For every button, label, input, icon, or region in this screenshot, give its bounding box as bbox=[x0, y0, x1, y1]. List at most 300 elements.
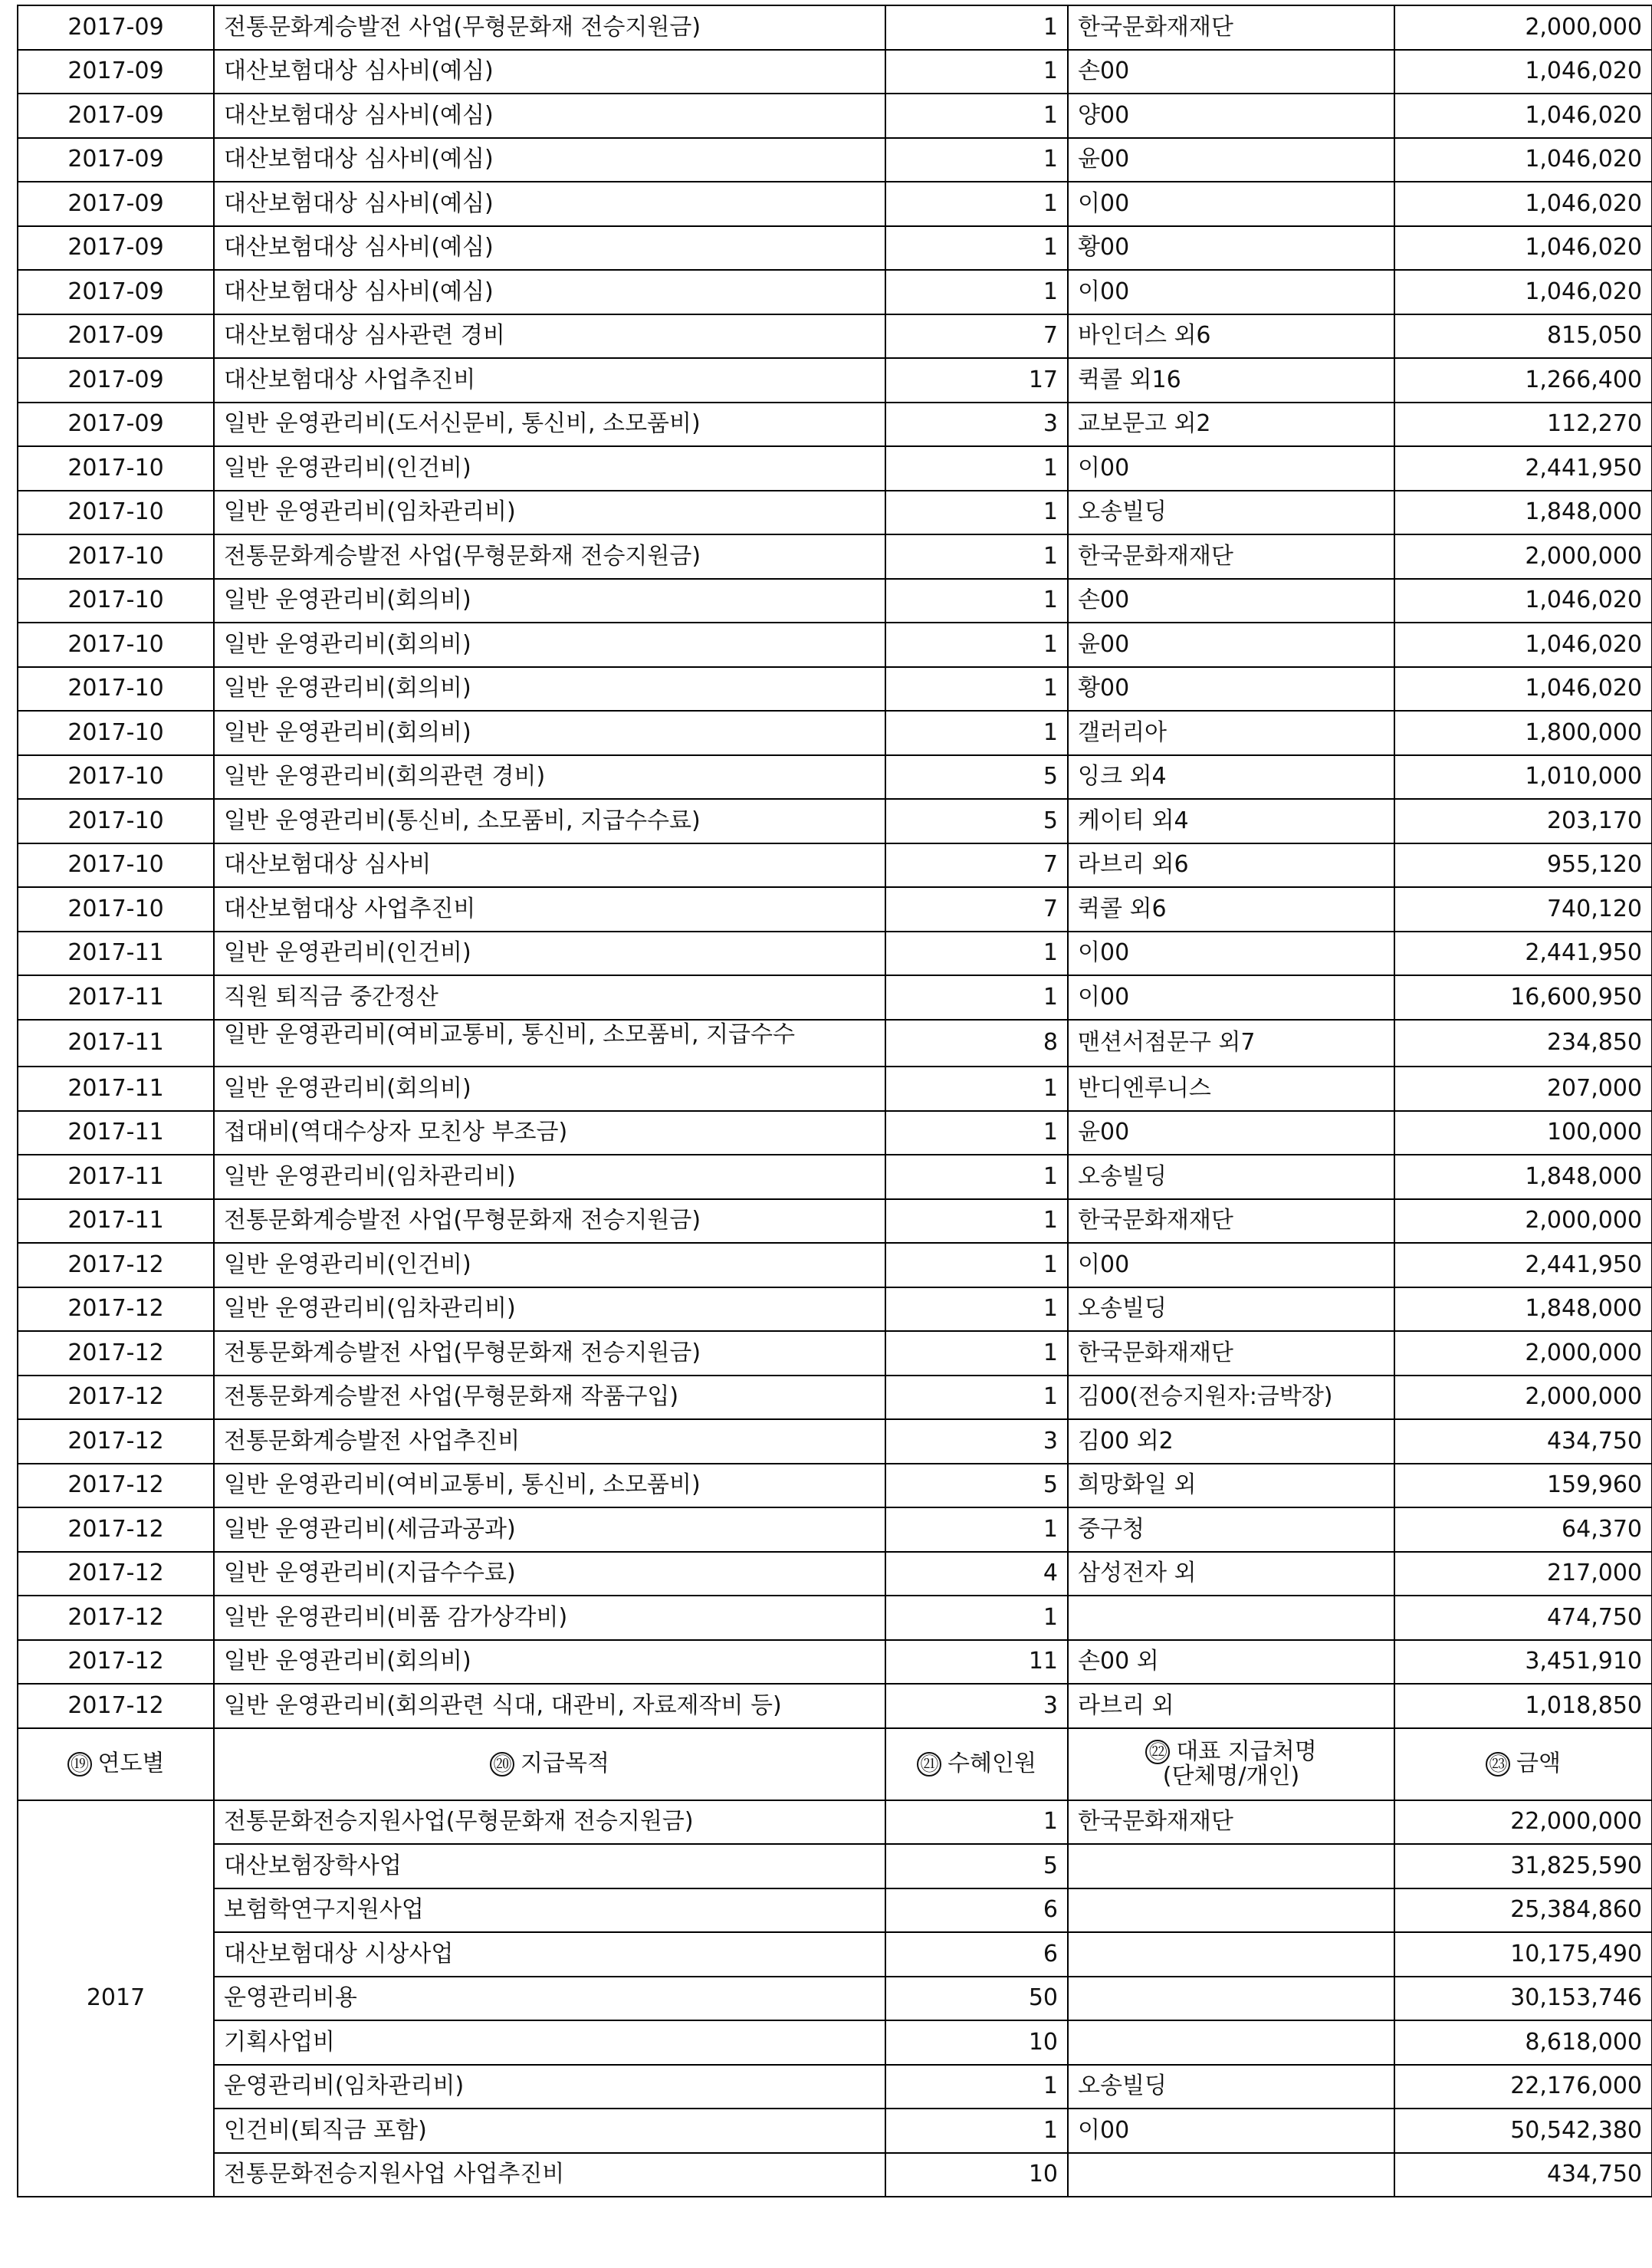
purpose-cell: 일반 운영관리비(지급수수료) bbox=[214, 1552, 885, 1596]
recipient-cell: 이00 bbox=[1068, 182, 1394, 226]
count-cell: 1 bbox=[885, 270, 1068, 314]
amount-cell: 1,046,020 bbox=[1394, 182, 1652, 226]
purpose-cell: 일반 운영관리비(임차관리비) bbox=[214, 1155, 885, 1199]
amount-cell: 159,960 bbox=[1394, 1464, 1652, 1508]
count-cell: 1 bbox=[885, 1507, 1068, 1552]
summary-year-cell: 2017 bbox=[18, 1800, 214, 2197]
date-cell: 2017-09 bbox=[18, 270, 214, 314]
recipient-cell: 오송빌딩 bbox=[1068, 491, 1394, 535]
recipient-cell: 잉크 외4 bbox=[1068, 755, 1394, 800]
amount-cell: 434,750 bbox=[1394, 1419, 1652, 1464]
table-row bbox=[18, 623, 1652, 667]
amount-cell: 31,825,590 bbox=[1394, 1844, 1652, 1888]
recipient-cell: 양00 bbox=[1068, 94, 1394, 138]
count-cell: 1 bbox=[885, 1376, 1068, 1420]
amount-cell: 1,046,020 bbox=[1394, 50, 1652, 94]
table-row bbox=[18, 1111, 1652, 1155]
purpose-cell: 일반 운영관리비(회의비) bbox=[214, 711, 885, 755]
table-row bbox=[18, 1199, 1652, 1244]
recipient-cell: 한국문화재재단 bbox=[1068, 1800, 1394, 1845]
purpose-cell: 대산보험대상 사업추진비 bbox=[214, 887, 885, 932]
purpose-cell: 운영관리비용 bbox=[214, 1977, 885, 2021]
date-cell: 2017-11 bbox=[18, 1155, 214, 1199]
circled-number: ㉓ bbox=[1486, 1752, 1510, 1777]
recipient-cell: 교보문고 외2 bbox=[1068, 403, 1394, 447]
date-cell: 2017-09 bbox=[18, 5, 214, 50]
count-cell: 3 bbox=[885, 1419, 1068, 1464]
table-row bbox=[18, 94, 1652, 138]
purpose-cell: 일반 운영관리비(회의비) bbox=[214, 623, 885, 667]
amount-cell: 100,000 bbox=[1394, 1111, 1652, 1155]
table-row bbox=[18, 1020, 1652, 1067]
recipient-cell: 이00 bbox=[1068, 1243, 1394, 1287]
amount-cell: 1,046,020 bbox=[1394, 138, 1652, 182]
count-cell: 1 bbox=[885, 491, 1068, 535]
circled-number: ㉒ bbox=[1145, 1740, 1170, 1764]
count-cell: 1 bbox=[885, 1287, 1068, 1332]
count-cell: 1 bbox=[885, 1067, 1068, 1111]
count-cell: 5 bbox=[885, 799, 1068, 843]
amount-cell: 2,441,950 bbox=[1394, 1243, 1652, 1287]
circled-number: ⑲ bbox=[67, 1752, 92, 1777]
recipient-cell bbox=[1068, 1596, 1394, 1640]
recipient-cell: 이00 bbox=[1068, 932, 1394, 976]
purpose-cell: 대산보험대상 심사비(예심) bbox=[214, 182, 885, 226]
purpose-cell: 일반 운영관리비(세금과공과) bbox=[214, 1507, 885, 1552]
amount-cell: 2,000,000 bbox=[1394, 1331, 1652, 1376]
amount-cell: 1,848,000 bbox=[1394, 1155, 1652, 1199]
recipient-cell bbox=[1068, 1932, 1394, 1977]
purpose-cell: 전통문화계승발전 사업(무형문화재 전승지원금) bbox=[214, 1331, 885, 1376]
recipient-cell: 라브리 외 bbox=[1068, 1684, 1394, 1728]
date-cell: 2017-11 bbox=[18, 1020, 214, 1067]
date-cell: 2017-10 bbox=[18, 623, 214, 667]
count-cell: 1 bbox=[885, 226, 1068, 271]
amount-cell: 2,000,000 bbox=[1394, 1376, 1652, 1420]
purpose-cell: 전통문화계승발전 사업(무형문화재 전승지원금) bbox=[214, 1199, 885, 1244]
table-row bbox=[18, 1376, 1652, 1420]
recipient-cell: 이00 bbox=[1068, 975, 1394, 1020]
header-purpose bbox=[214, 1728, 885, 1800]
recipient-cell: 손00 외 bbox=[1068, 1640, 1394, 1685]
date-cell: 2017-12 bbox=[18, 1552, 214, 1596]
purpose-cell: 보험학연구지원사업 bbox=[214, 1888, 885, 1933]
date-cell: 2017-10 bbox=[18, 446, 214, 491]
count-cell: 1 bbox=[885, 2065, 1068, 2109]
amount-cell: 1,046,020 bbox=[1394, 623, 1652, 667]
count-cell: 6 bbox=[885, 1888, 1068, 1933]
amount-cell: 8,618,000 bbox=[1394, 2020, 1652, 2065]
circled-number: ⑳ bbox=[490, 1752, 514, 1777]
count-cell: 7 bbox=[885, 314, 1068, 359]
recipient-cell: 중구청 bbox=[1068, 1507, 1394, 1552]
purpose-cell: 대산보험대상 심사비(예심) bbox=[214, 50, 885, 94]
purpose-cell: 전통문화계승발전 사업(무형문화재 전승지원금) bbox=[214, 5, 885, 50]
amount-cell: 203,170 bbox=[1394, 799, 1652, 843]
date-cell: 2017-12 bbox=[18, 1243, 214, 1287]
purpose-cell: 일반 운영관리비(회의비) bbox=[214, 1067, 885, 1111]
amount-cell: 1,800,000 bbox=[1394, 711, 1652, 755]
table-row bbox=[18, 138, 1652, 182]
expense-table bbox=[17, 5, 1652, 2197]
count-cell: 1 bbox=[885, 1800, 1068, 1845]
purpose-cell: 대산보험대상 심사비(예심) bbox=[214, 138, 885, 182]
recipient-cell: 라브리 외6 bbox=[1068, 843, 1394, 888]
date-cell: 2017-09 bbox=[18, 358, 214, 403]
table-row bbox=[18, 1684, 1652, 1728]
header-recipient-label: 대표 지급처명 bbox=[1176, 1737, 1317, 1765]
amount-cell: 1,266,400 bbox=[1394, 358, 1652, 403]
date-cell: 2017-09 bbox=[18, 314, 214, 359]
amount-cell: 64,370 bbox=[1394, 1507, 1652, 1552]
recipient-cell: 맨션서점문구 외7 bbox=[1068, 1020, 1394, 1067]
recipient-cell: 이00 bbox=[1068, 446, 1394, 491]
date-cell: 2017-09 bbox=[18, 50, 214, 94]
recipient-cell: 희망화일 외 bbox=[1068, 1464, 1394, 1508]
date-cell: 2017-09 bbox=[18, 403, 214, 447]
date-cell: 2017-09 bbox=[18, 94, 214, 138]
recipient-cell: 황00 bbox=[1068, 226, 1394, 271]
date-cell: 2017-12 bbox=[18, 1464, 214, 1508]
count-cell: 1 bbox=[885, 1111, 1068, 1155]
amount-cell: 234,850 bbox=[1394, 1020, 1652, 1067]
date-cell: 2017-10 bbox=[18, 843, 214, 888]
recipient-cell: 바인더스 외6 bbox=[1068, 314, 1394, 359]
recipient-cell: 김00(전승지원자:금박장) bbox=[1068, 1376, 1394, 1420]
recipient-cell: 한국문화재재단 bbox=[1068, 1199, 1394, 1244]
header-amount-label: 금액 bbox=[1516, 1750, 1561, 1777]
amount-cell: 1,046,020 bbox=[1394, 579, 1652, 623]
table-row bbox=[18, 270, 1652, 314]
recipient-cell: 한국문화재재단 bbox=[1068, 534, 1394, 579]
amount-cell: 25,384,860 bbox=[1394, 1888, 1652, 1933]
purpose-cell: 대산보험대상 심사비(예심) bbox=[214, 270, 885, 314]
date-cell: 2017-09 bbox=[18, 138, 214, 182]
count-cell: 8 bbox=[885, 1020, 1068, 1067]
date-cell: 2017-11 bbox=[18, 932, 214, 976]
recipient-cell: 김00 외2 bbox=[1068, 1419, 1394, 1464]
purpose-cell: 대산보험대상 사업추진비 bbox=[214, 358, 885, 403]
count-cell: 7 bbox=[885, 843, 1068, 888]
table-row bbox=[18, 711, 1652, 755]
date-cell: 2017-12 bbox=[18, 1684, 214, 1728]
count-cell: 5 bbox=[885, 755, 1068, 800]
amount-cell: 1,018,850 bbox=[1394, 1684, 1652, 1728]
expense-sheet bbox=[17, 5, 1651, 2197]
table-row bbox=[18, 887, 1652, 932]
amount-cell: 1,848,000 bbox=[1394, 1287, 1652, 1332]
amount-cell: 16,600,950 bbox=[1394, 975, 1652, 1020]
count-cell: 1 bbox=[885, 623, 1068, 667]
amount-cell: 2,000,000 bbox=[1394, 534, 1652, 579]
recipient-cell: 오송빌딩 bbox=[1068, 1155, 1394, 1199]
count-cell: 3 bbox=[885, 403, 1068, 447]
table-row bbox=[18, 932, 1652, 976]
amount-cell: 740,120 bbox=[1394, 887, 1652, 932]
detail-rows bbox=[18, 5, 1652, 1728]
recipient-cell: 퀵콜 외16 bbox=[1068, 358, 1394, 403]
table-row bbox=[18, 1640, 1652, 1685]
purpose-cell: 일반 운영관리비(통신비, 소모품비, 지급수수료) bbox=[214, 799, 885, 843]
date-cell: 2017-10 bbox=[18, 799, 214, 843]
table-row bbox=[18, 1155, 1652, 1199]
recipient-cell: 윤00 bbox=[1068, 623, 1394, 667]
purpose-cell: 전통문화계승발전 사업(무형문화재 전승지원금) bbox=[214, 534, 885, 579]
count-cell: 50 bbox=[885, 1977, 1068, 2021]
date-cell: 2017-10 bbox=[18, 491, 214, 535]
summary-header-row bbox=[18, 1728, 1652, 1800]
table-row bbox=[18, 358, 1652, 403]
table-row bbox=[18, 1419, 1652, 1464]
count-cell: 6 bbox=[885, 1932, 1068, 1977]
table-row bbox=[18, 182, 1652, 226]
summary-row bbox=[18, 2109, 1652, 2153]
purpose-cell: 일반 운영관리비(인건비) bbox=[214, 932, 885, 976]
amount-cell: 207,000 bbox=[1394, 1067, 1652, 1111]
count-cell: 1 bbox=[885, 932, 1068, 976]
amount-cell: 217,000 bbox=[1394, 1552, 1652, 1596]
table-row bbox=[18, 446, 1652, 491]
purpose-cell: 일반 운영관리비(임차관리비) bbox=[214, 1287, 885, 1332]
table-row bbox=[18, 975, 1652, 1020]
summary-row bbox=[18, 2020, 1652, 2065]
purpose-cell: 일반 운영관리비(도서신문비, 통신비, 소모품비) bbox=[214, 403, 885, 447]
count-cell: 17 bbox=[885, 358, 1068, 403]
recipient-cell: 삼성전자 외 bbox=[1068, 1552, 1394, 1596]
date-cell: 2017-11 bbox=[18, 975, 214, 1020]
recipient-cell: 갤러리아 bbox=[1068, 711, 1394, 755]
purpose-cell: 일반 운영관리비(여비교통비, 통신비, 소모품비) bbox=[214, 1464, 885, 1508]
recipient-cell bbox=[1068, 1844, 1394, 1888]
table-row bbox=[18, 5, 1652, 50]
date-cell: 2017-12 bbox=[18, 1376, 214, 1420]
amount-cell: 1,010,000 bbox=[1394, 755, 1652, 800]
header-year-label: 연도별 bbox=[97, 1750, 165, 1777]
amount-cell: 22,000,000 bbox=[1394, 1800, 1652, 1845]
count-cell: 10 bbox=[885, 2153, 1068, 2197]
recipient-cell bbox=[1068, 1888, 1394, 1933]
date-cell: 2017-12 bbox=[18, 1507, 214, 1552]
summary-row bbox=[18, 1800, 1652, 1845]
purpose-cell: 전통문화전승지원사업(무형문화재 전승지원금) bbox=[214, 1800, 885, 1845]
purpose-cell: 전통문화계승발전 사업(무형문화재 작품구입) bbox=[214, 1376, 885, 1420]
date-cell: 2017-10 bbox=[18, 755, 214, 800]
purpose-cell: 대산보험대상 심사관련 경비 bbox=[214, 314, 885, 359]
date-cell: 2017-12 bbox=[18, 1596, 214, 1640]
count-cell: 1 bbox=[885, 975, 1068, 1020]
purpose-cell: 직원 퇴직금 중간정산 bbox=[214, 975, 885, 1020]
header-recipient bbox=[1068, 1728, 1394, 1800]
purpose-cell: 대산보험대상 시상사업 bbox=[214, 1932, 885, 1977]
amount-cell: 1,046,020 bbox=[1394, 226, 1652, 271]
purpose-cell: 전통문화전승지원사업 사업추진비 bbox=[214, 2153, 885, 2197]
count-cell: 1 bbox=[885, 50, 1068, 94]
table-row bbox=[18, 314, 1652, 359]
table-row bbox=[18, 1552, 1652, 1596]
table-row bbox=[18, 491, 1652, 535]
count-cell: 4 bbox=[885, 1552, 1068, 1596]
count-cell: 1 bbox=[885, 182, 1068, 226]
purpose-cell: 기획사업비 bbox=[214, 2020, 885, 2065]
amount-cell: 3,451,910 bbox=[1394, 1640, 1652, 1685]
date-cell: 2017-10 bbox=[18, 667, 214, 712]
recipient-cell: 이00 bbox=[1068, 270, 1394, 314]
amount-cell: 1,046,020 bbox=[1394, 667, 1652, 712]
table-row bbox=[18, 1287, 1652, 1332]
amount-cell: 474,750 bbox=[1394, 1596, 1652, 1640]
table-row bbox=[18, 403, 1652, 447]
purpose-cell: 일반 운영관리비(인건비) bbox=[214, 446, 885, 491]
circled-number: ㉑ bbox=[917, 1752, 941, 1777]
amount-cell: 22,176,000 bbox=[1394, 2065, 1652, 2109]
count-cell: 11 bbox=[885, 1640, 1068, 1685]
recipient-cell bbox=[1068, 2153, 1394, 2197]
purpose-cell: 일반 운영관리비(여비교통비, 통신비, 소모품비, 지급수수 bbox=[214, 1020, 885, 1067]
table-row bbox=[18, 1331, 1652, 1376]
purpose-cell: 일반 운영관리비(회의비) bbox=[214, 579, 885, 623]
recipient-cell: 이00 bbox=[1068, 2109, 1394, 2153]
date-cell: 2017-10 bbox=[18, 887, 214, 932]
recipient-cell: 퀵콜 외6 bbox=[1068, 887, 1394, 932]
amount-cell: 2,441,950 bbox=[1394, 446, 1652, 491]
table-row bbox=[18, 1507, 1652, 1552]
date-cell: 2017-09 bbox=[18, 182, 214, 226]
recipient-cell: 한국문화재재단 bbox=[1068, 1331, 1394, 1376]
purpose-cell: 대산보험대상 심사비(예심) bbox=[214, 226, 885, 271]
table-row bbox=[18, 1596, 1652, 1640]
purpose-cell: 접대비(역대수상자 모친상 부조금) bbox=[214, 1111, 885, 1155]
purpose-cell: 대산보험대상 심사비(예심) bbox=[214, 94, 885, 138]
table-row bbox=[18, 50, 1652, 94]
count-cell: 1 bbox=[885, 534, 1068, 579]
table-row bbox=[18, 579, 1652, 623]
amount-cell: 815,050 bbox=[1394, 314, 1652, 359]
date-cell: 2017-10 bbox=[18, 579, 214, 623]
amount-cell: 30,153,746 bbox=[1394, 1977, 1652, 2021]
recipient-cell: 반디엔루니스 bbox=[1068, 1067, 1394, 1111]
header-purpose-label: 지급목적 bbox=[521, 1750, 609, 1777]
recipient-cell: 케이티 외4 bbox=[1068, 799, 1394, 843]
date-cell: 2017-11 bbox=[18, 1111, 214, 1155]
count-cell: 1 bbox=[885, 2109, 1068, 2153]
recipient-cell bbox=[1068, 2020, 1394, 2065]
summary-rows bbox=[18, 1800, 1652, 2197]
summary-section bbox=[18, 1728, 1652, 1800]
purpose-cell: 일반 운영관리비(회의관련 경비) bbox=[214, 755, 885, 800]
date-cell: 2017-09 bbox=[18, 226, 214, 271]
date-cell: 2017-12 bbox=[18, 1287, 214, 1332]
purpose-cell: 일반 운영관리비(임차관리비) bbox=[214, 491, 885, 535]
count-cell: 1 bbox=[885, 711, 1068, 755]
summary-row bbox=[18, 1977, 1652, 2021]
table-row bbox=[18, 799, 1652, 843]
amount-cell: 1,046,020 bbox=[1394, 270, 1652, 314]
amount-cell: 434,750 bbox=[1394, 2153, 1652, 2197]
amount-cell: 955,120 bbox=[1394, 843, 1652, 888]
table-row bbox=[18, 1464, 1652, 1508]
count-cell: 5 bbox=[885, 1844, 1068, 1888]
count-cell: 7 bbox=[885, 887, 1068, 932]
table-row bbox=[18, 1067, 1652, 1111]
table-row bbox=[18, 843, 1652, 888]
purpose-cell: 전통문화계승발전 사업추진비 bbox=[214, 1419, 885, 1464]
table-row bbox=[18, 667, 1652, 712]
purpose-cell: 운영관리비(임차관리비) bbox=[214, 2065, 885, 2109]
summary-row bbox=[18, 1888, 1652, 1933]
recipient-cell: 손00 bbox=[1068, 579, 1394, 623]
purpose-cell: 대산보험대상 심사비 bbox=[214, 843, 885, 888]
purpose-cell: 일반 운영관리비(회의비) bbox=[214, 1640, 885, 1685]
recipient-cell: 윤00 bbox=[1068, 1111, 1394, 1155]
recipient-cell: 황00 bbox=[1068, 667, 1394, 712]
recipient-cell: 한국문화재재단 bbox=[1068, 5, 1394, 50]
amount-cell: 112,270 bbox=[1394, 403, 1652, 447]
count-cell: 1 bbox=[885, 5, 1068, 50]
recipient-cell: 오송빌딩 bbox=[1068, 1287, 1394, 1332]
count-cell: 1 bbox=[885, 1596, 1068, 1640]
count-cell: 3 bbox=[885, 1684, 1068, 1728]
summary-row bbox=[18, 1932, 1652, 1977]
table-row bbox=[18, 1243, 1652, 1287]
summary-row bbox=[18, 2065, 1652, 2109]
header-count-label: 수혜인원 bbox=[948, 1750, 1036, 1777]
header-count bbox=[885, 1728, 1068, 1800]
amount-cell: 2,000,000 bbox=[1394, 5, 1652, 50]
recipient-cell: 윤00 bbox=[1068, 138, 1394, 182]
count-cell: 10 bbox=[885, 2020, 1068, 2065]
amount-cell: 50,542,380 bbox=[1394, 2109, 1652, 2153]
recipient-cell bbox=[1068, 1977, 1394, 2021]
table-row bbox=[18, 226, 1652, 271]
amount-cell: 2,441,950 bbox=[1394, 932, 1652, 976]
count-cell: 5 bbox=[885, 1464, 1068, 1508]
purpose-cell: 일반 운영관리비(비품 감가상각비) bbox=[214, 1596, 885, 1640]
count-cell: 1 bbox=[885, 1155, 1068, 1199]
date-cell: 2017-12 bbox=[18, 1640, 214, 1685]
date-cell: 2017-12 bbox=[18, 1419, 214, 1464]
purpose-cell: 일반 운영관리비(인건비) bbox=[214, 1243, 885, 1287]
purpose-cell: 인건비(퇴직금 포함) bbox=[214, 2109, 885, 2153]
summary-row bbox=[18, 2153, 1652, 2197]
purpose-cell: 일반 운영관리비(회의관련 식대, 대관비, 자료제작비 등) bbox=[214, 1684, 885, 1728]
header-recipient-sublabel: (단체명/개인) bbox=[1162, 1763, 1300, 1790]
header-amount bbox=[1394, 1728, 1652, 1800]
date-cell: 2017-10 bbox=[18, 711, 214, 755]
table-row bbox=[18, 534, 1652, 579]
count-cell: 1 bbox=[885, 94, 1068, 138]
amount-cell: 1,046,020 bbox=[1394, 94, 1652, 138]
recipient-cell: 손00 bbox=[1068, 50, 1394, 94]
count-cell: 1 bbox=[885, 446, 1068, 491]
count-cell: 1 bbox=[885, 1243, 1068, 1287]
purpose-cell: 일반 운영관리비(회의비) bbox=[214, 667, 885, 712]
count-cell: 1 bbox=[885, 579, 1068, 623]
header-year bbox=[18, 1728, 214, 1800]
recipient-cell: 오송빌딩 bbox=[1068, 2065, 1394, 2109]
amount-cell: 1,848,000 bbox=[1394, 491, 1652, 535]
count-cell: 1 bbox=[885, 1199, 1068, 1244]
count-cell: 1 bbox=[885, 1331, 1068, 1376]
count-cell: 1 bbox=[885, 667, 1068, 712]
count-cell: 1 bbox=[885, 138, 1068, 182]
amount-cell: 2,000,000 bbox=[1394, 1199, 1652, 1244]
date-cell: 2017-10 bbox=[18, 534, 214, 579]
purpose-cell: 대산보험장학사업 bbox=[214, 1844, 885, 1888]
date-cell: 2017-12 bbox=[18, 1331, 214, 1376]
date-cell: 2017-11 bbox=[18, 1199, 214, 1244]
table-row bbox=[18, 755, 1652, 800]
date-cell: 2017-11 bbox=[18, 1067, 214, 1111]
